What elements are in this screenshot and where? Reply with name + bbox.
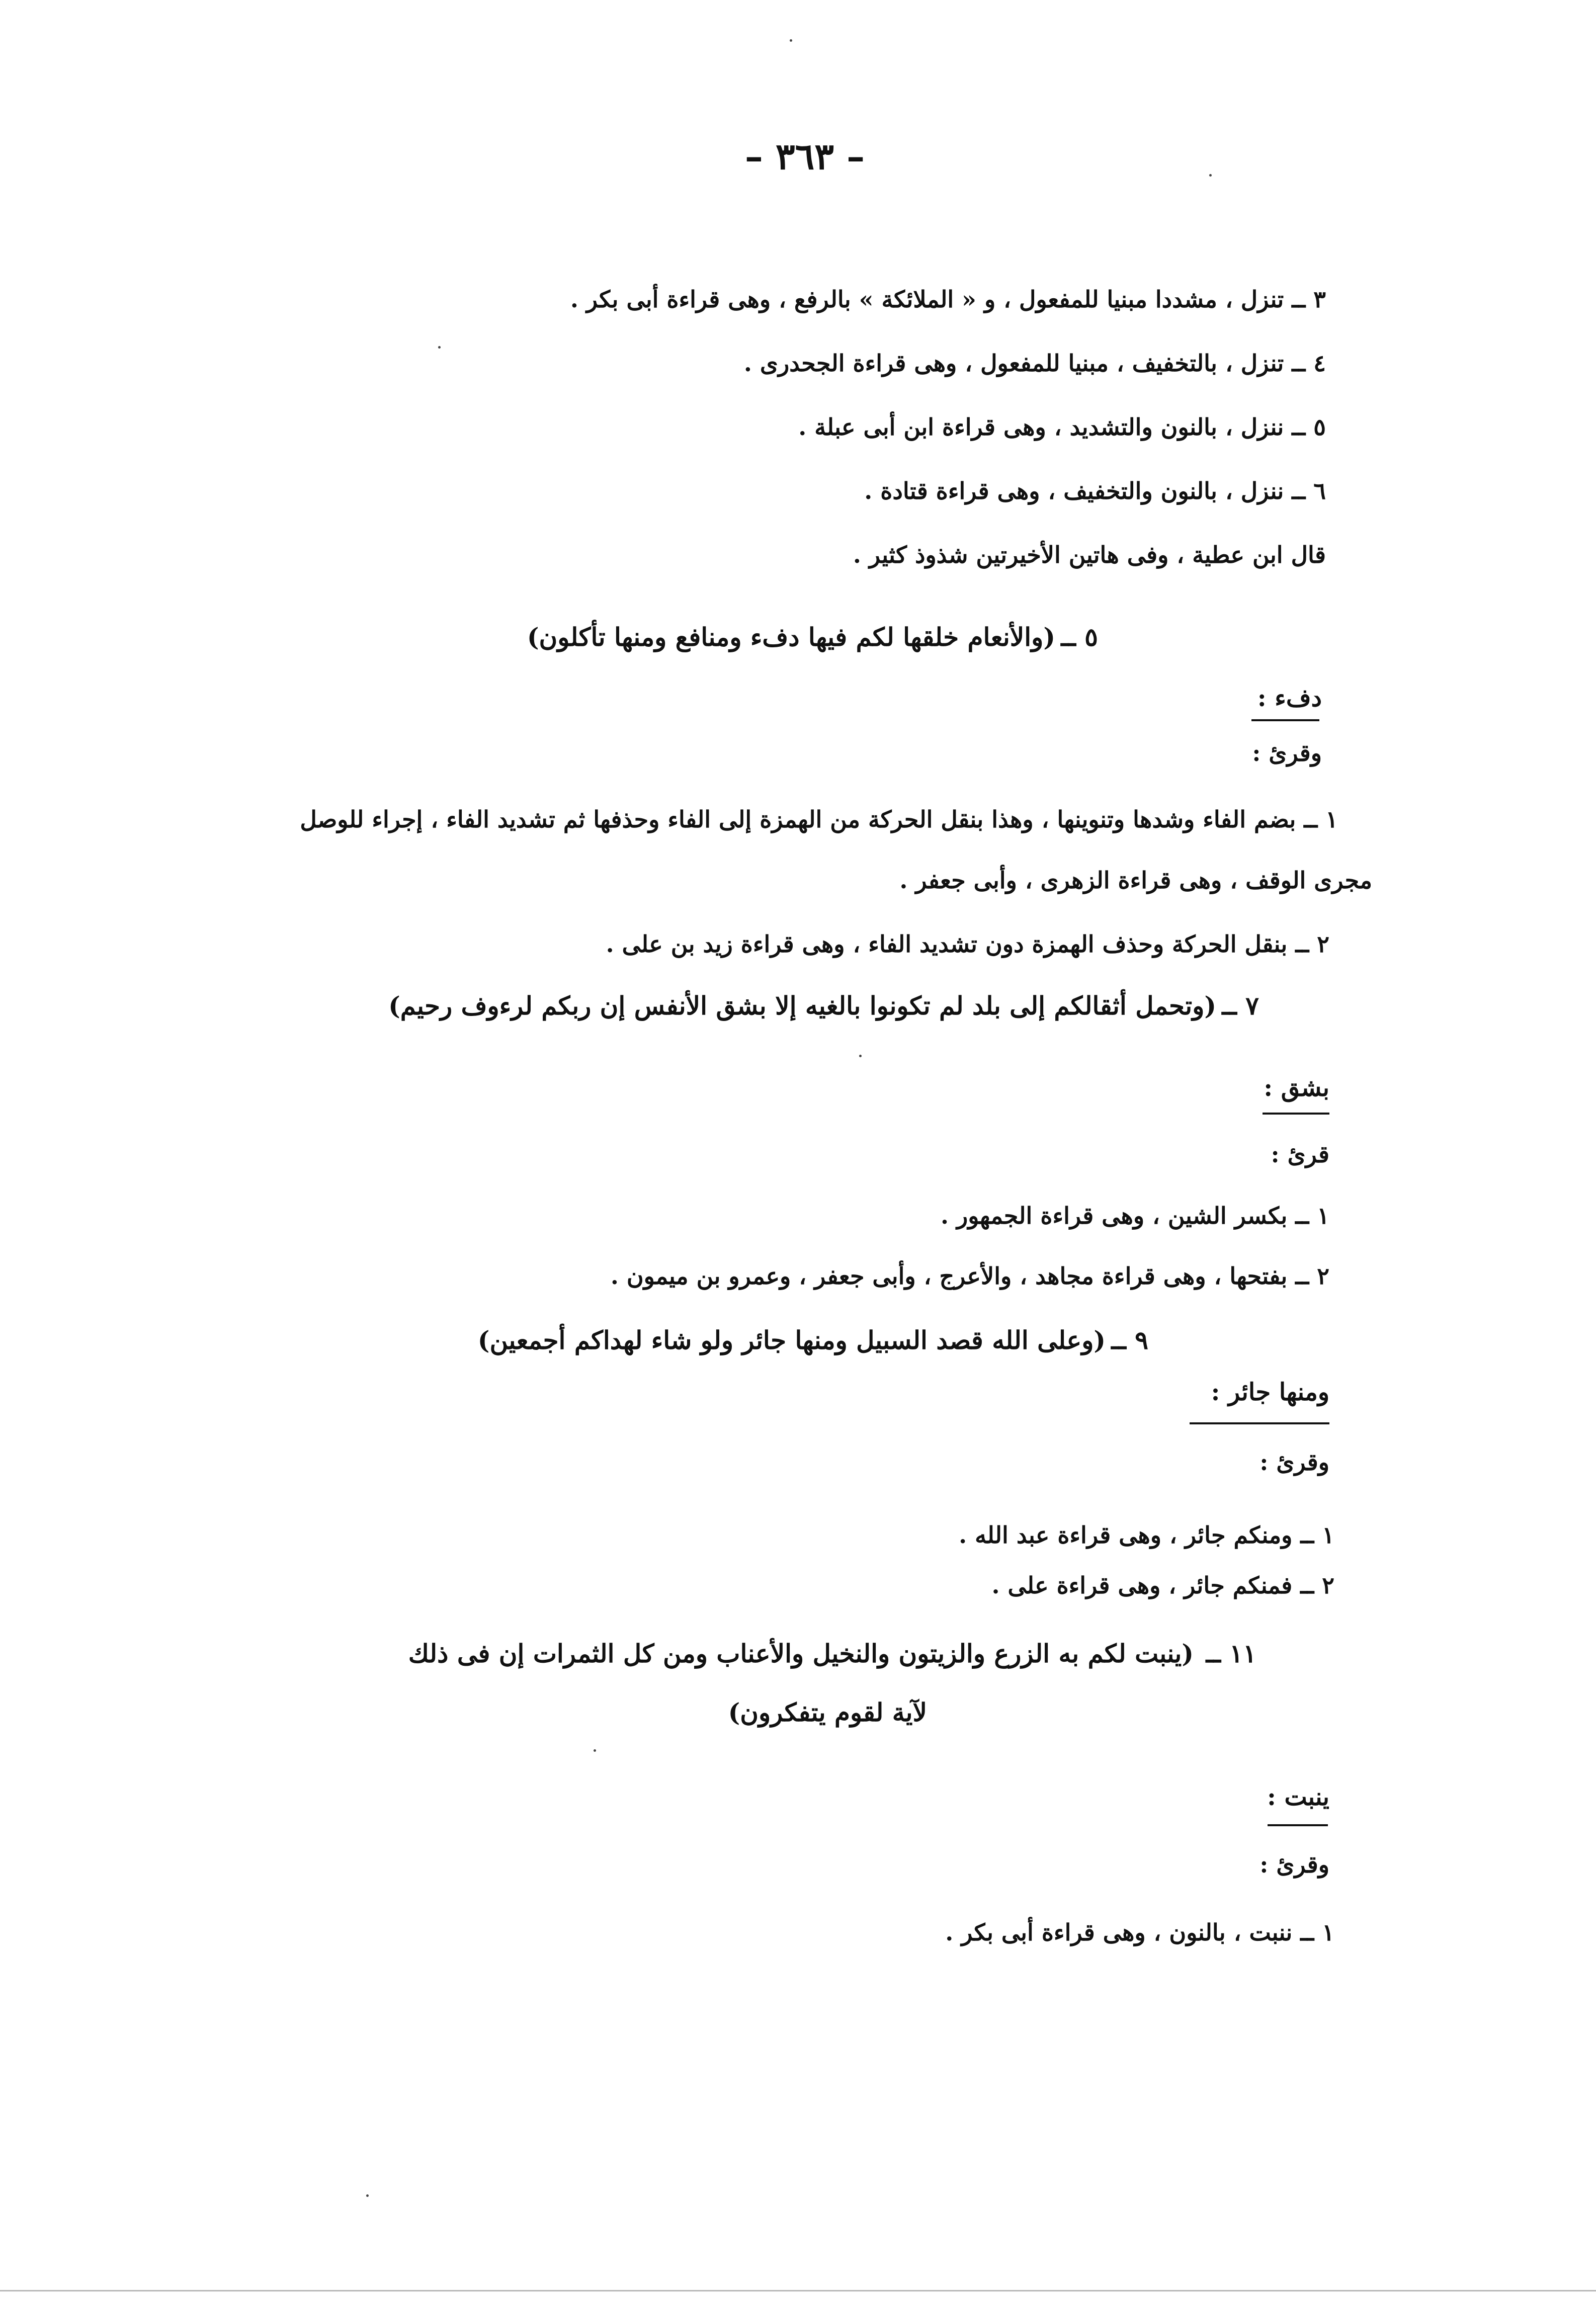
page-bottom-border bbox=[0, 2290, 1596, 2291]
reading-item-1: ١ ــ بكسر الشين ، وهى قراءة الجمهور . bbox=[941, 1202, 1329, 1229]
reading-item-1: ١ ــ ننبت ، بالنون ، وهى قراءة أبى بكر . bbox=[945, 1919, 1334, 1946]
heading-underline bbox=[1190, 1422, 1329, 1424]
word-heading: ومنها جائر : bbox=[1211, 1378, 1329, 1406]
verse-number: ٥ ــ bbox=[1061, 622, 1098, 652]
word-heading: دفء : bbox=[1257, 684, 1322, 712]
reading-item-2: ٢ ــ بفتحها ، وهى قراءة مجاهد ، والأعرج ، وأبى جعفر ، وعمرو بن ميمون . bbox=[610, 1262, 1329, 1290]
verse-text: (ينبت لكم به الزرع والزيتون والنخيل والأعناب ومن كل الثمرات إن فى ذلك bbox=[408, 1639, 1194, 1668]
reading-item-2: ٢ ــ بنقل الحركة وحذف الهمزة دون تشديد الفاء ، وهى قراءة زيد بن على . bbox=[606, 930, 1329, 958]
reading-item-1: ١ ــ ومنكم جائر ، وهى قراءة عبد الله . bbox=[959, 1521, 1334, 1549]
heading-underline bbox=[1251, 719, 1319, 721]
reading-item-6: ٦ ــ ننزل ، بالنون والتخفيف ، وهى قراءة قتادة . bbox=[864, 477, 1326, 504]
reading-item-4: ٤ ــ تنزل ، بالتخفيف ، مبنيا للمفعول ، وهى قراءة الجحدرى . bbox=[743, 350, 1326, 377]
scan-speck bbox=[859, 1055, 862, 1057]
verse-text-continued: لآية لقوم يتفكرون) bbox=[728, 1697, 927, 1727]
verse-number: ٧ ــ bbox=[1222, 991, 1259, 1020]
read-label: وقرئ : bbox=[1252, 739, 1322, 767]
verse-text: (وعلى الله قصد السبيل ومنها جائر ولو شاء لهداكم أجمعين) bbox=[477, 1325, 1106, 1355]
scan-speck bbox=[790, 39, 792, 42]
verse-text: (والأنعام خلقها لكم فيها دفء ومنافع ومنها تأكلون) bbox=[527, 622, 1055, 652]
reading-item-2: ٢ ــ فمنكم جائر ، وهى قراءة على . bbox=[991, 1572, 1334, 1599]
scan-speck bbox=[438, 346, 441, 349]
scholar-comment: قال ابن عطية ، وفى هاتين الأخيرتين شذوذ كثير . bbox=[853, 541, 1326, 568]
reading-item-5: ٥ ــ ننزل ، بالنون والتشديد ، وهى قراءة ابن أبى عبلة . bbox=[798, 413, 1326, 441]
word-heading: ينبت : bbox=[1267, 1783, 1329, 1811]
reading-item-1: ١ ــ بضم الفاء وشدها وتنوينها ، وهذا بنقل الحركة من الهمزة إلى الفاء وحذفها ثم تشديد الفاء ، إجراء للوصل bbox=[300, 806, 1338, 833]
scan-speck bbox=[366, 2194, 369, 2197]
page-number: – ٣٦٣ – bbox=[744, 135, 865, 178]
read-label: وقرئ : bbox=[1259, 1449, 1329, 1476]
word-heading: بشق : bbox=[1264, 1074, 1329, 1102]
scan-speck bbox=[1209, 174, 1212, 177]
scan-speck bbox=[594, 1749, 596, 1752]
verse-number: ١١ ــ bbox=[1206, 1639, 1256, 1668]
reading-item-1-continued: مجرى الوقف ، وهى قراءة الزهرى ، وأبى جعفر . bbox=[899, 867, 1372, 894]
verse-number: ٩ ــ bbox=[1111, 1325, 1148, 1355]
read-label: وقرئ : bbox=[1259, 1851, 1329, 1878]
heading-underline bbox=[1263, 1113, 1329, 1115]
heading-underline bbox=[1268, 1824, 1328, 1826]
reading-item-3: ٣ ــ تنزل ، مشددا مبنيا للمفعول ، و « الملائكة » بالرفع ، وهى قراءة أبى بكر . bbox=[570, 286, 1326, 313]
verse-text: (وتحمل أثقالكم إلى بلد لم تكونوا بالغيه إلا بشق الأنفس إن ربكم لرءوف رحيم) bbox=[388, 991, 1216, 1020]
read-label: قرئ : bbox=[1271, 1141, 1329, 1168]
